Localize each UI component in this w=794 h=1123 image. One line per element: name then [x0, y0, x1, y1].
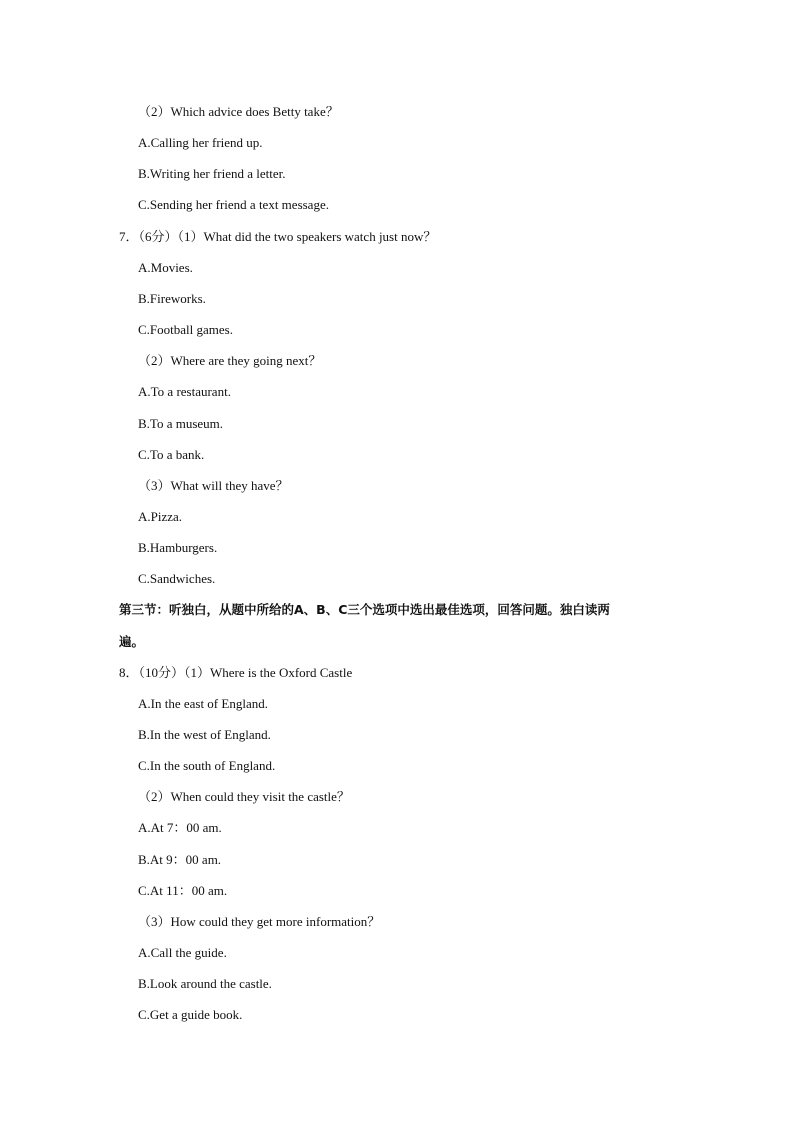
answer-option: A.Movies. [138, 260, 193, 275]
section-instruction: 遍。 [119, 634, 145, 649]
section-instruction: 第三节：听独白，从题中所给的A、B、C三个选项中选出最佳选项，回答问题。独白读两 [119, 602, 610, 617]
answer-option: A.Pizza. [138, 509, 183, 524]
answer-option: A.Call the guide. [138, 945, 227, 960]
answer-option: C.In the south of England. [138, 758, 276, 773]
answer-option: B.Writing her friend a letter. [138, 166, 286, 181]
sub-question: （2）Which advice does Betty take？ [138, 104, 339, 119]
answer-option: B.Fireworks. [138, 291, 206, 306]
answer-option: C.To a bank. [138, 447, 205, 462]
answer-option: B.To a museum. [138, 416, 224, 431]
sub-question: （2）When could they visit the castle？ [138, 789, 350, 804]
answer-option: A.Calling her friend up. [138, 135, 263, 150]
answer-option: A.In the east of England. [138, 696, 268, 711]
question-heading: 8．（10分）（1）Where is the Oxford Castle [119, 665, 353, 680]
sub-question: （3）How could they get more information？ [138, 914, 381, 929]
answer-option: C.Sandwiches. [138, 571, 216, 586]
answer-option: A.At 7：00 am. [138, 820, 222, 835]
sub-question: （3）What will they have？ [138, 478, 289, 493]
answer-option: B.Hamburgers. [138, 540, 218, 555]
answer-option: B.At 9：00 am. [138, 852, 222, 867]
answer-option: C.Get a guide book. [138, 1007, 243, 1022]
question-heading: 7．（6分）（1）What did the two speakers watch just now？ [119, 229, 437, 244]
answer-option: C.Football games. [138, 322, 233, 337]
sub-question: （2）Where are they going next？ [138, 353, 322, 368]
answer-option: A.To a restaurant. [138, 384, 231, 399]
answer-option: C.Sending her friend a text message. [138, 197, 329, 212]
answer-option: C.At 11：00 am. [138, 883, 228, 898]
answer-option: B.In the west of England. [138, 727, 271, 742]
answer-option: B.Look around the castle. [138, 976, 272, 991]
